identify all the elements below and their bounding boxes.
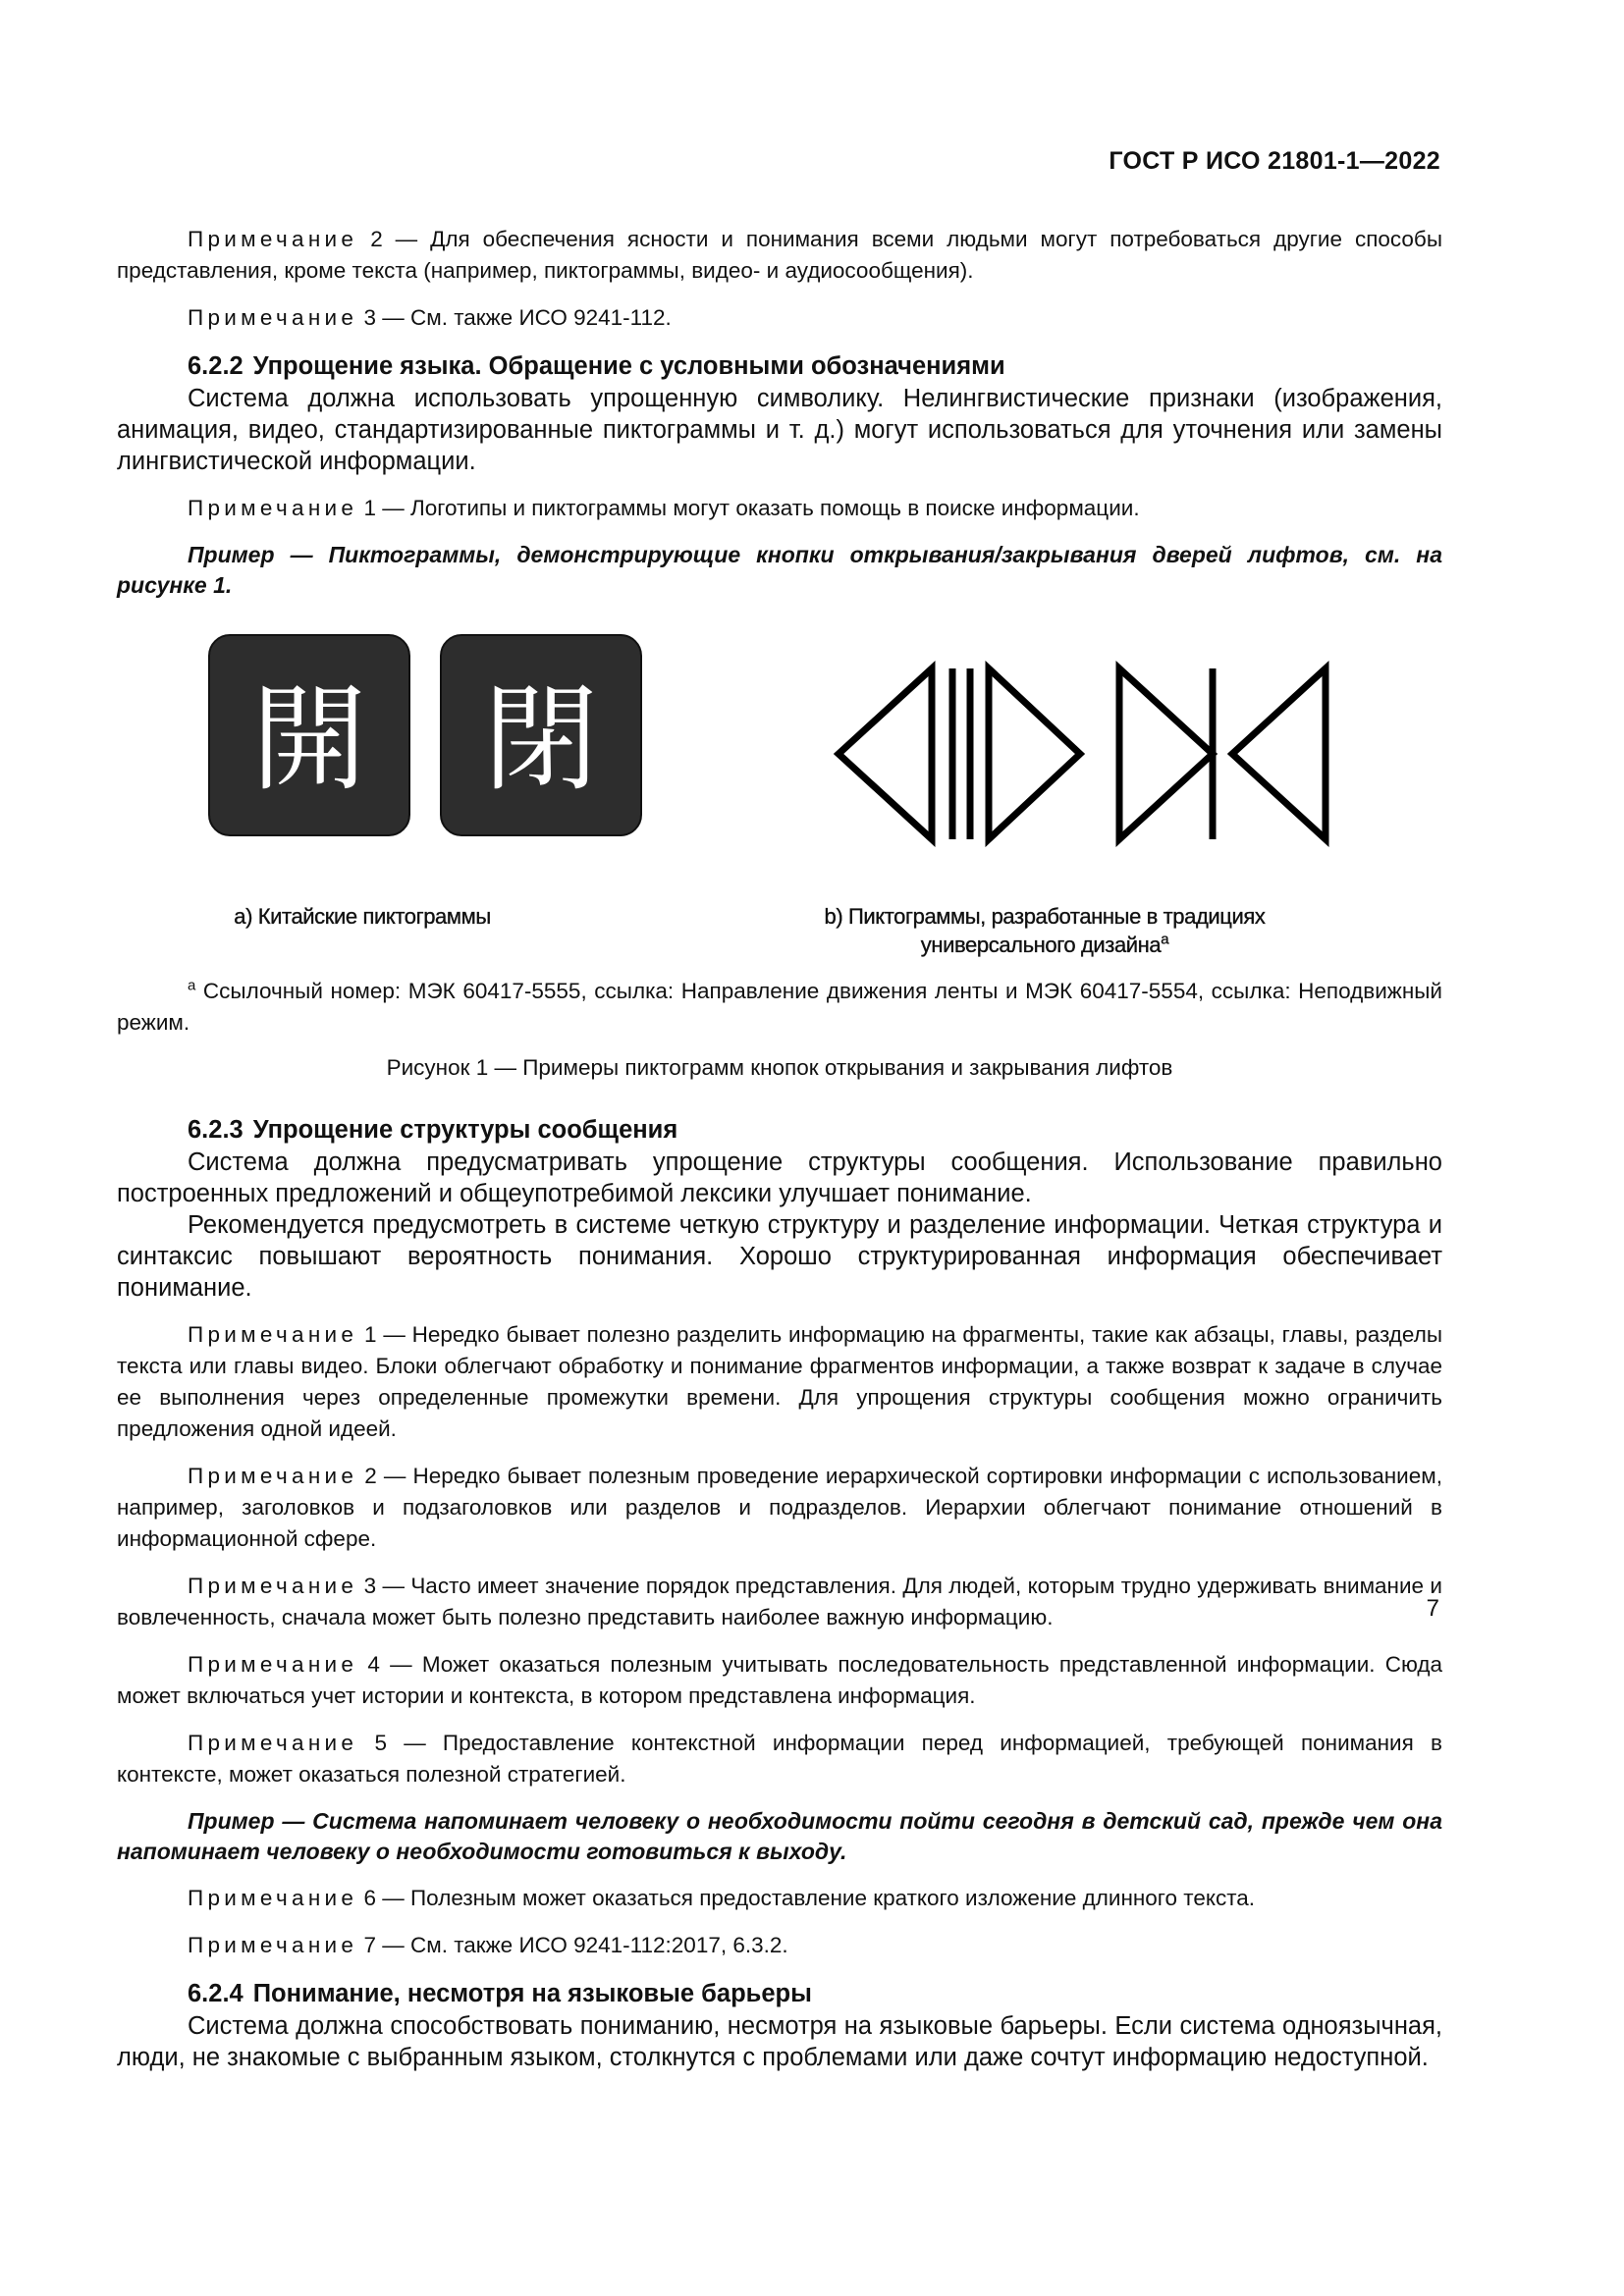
note-text: 4 — Может оказаться полезным учитывать последовательность представленной информации. Сюда может включаться учет истории и контекста, в котором представлена информация. — [117, 1652, 1442, 1708]
section-number: 6.2.4 — [188, 1980, 244, 2007]
figure-1 — [117, 616, 1442, 957]
body-paragraph: Система должна предусматривать упрощение структуры сообщения. Использование правильно построенных предложений и общеупотребимой лексики улучшает понимание. — [117, 1148, 1442, 1207]
body-paragraph: Рекомендуется предусмотреть в системе четкую структуру и разделение информации. Четкая структура и синтаксис повышают вероятность понимания. Хорошо структурированная информация обеспечивает понимание. — [117, 1211, 1442, 1302]
note-paragraph — [117, 1728, 1442, 1790]
note-paragraph — [117, 224, 1442, 287]
note-text: 1 — Нередко бывает полезно разделить информацию на фрагменты, такие как абзацы, главы, разделы текста или главы видео. Блоки облегчают обработку и понимание фрагментов информации, а также возврат к задаче в случае ее выполнения через определенные промежутки времени. Для упрощения структуры сообщения можно ограничить предложения одной идеей. — [117, 1322, 1442, 1441]
note-text: 6 — Полезным может оказаться предоставление краткого изложение длинного текста. — [357, 1886, 1256, 1910]
section-title: Упрощение языка. Обращение с условными обозначениями — [252, 352, 1005, 380]
close-door-glyph-icon — [477, 671, 605, 799]
figure-title: Рисунок 1 — Примеры пиктограмм кнопок открывания и закрывания лифтов — [386, 1055, 1173, 1080]
note-label: Примечание — [188, 1574, 358, 1598]
open-door-glyph-icon — [245, 671, 373, 799]
note-text: 2 — Для обеспечения ясности и понимания всеми людьми могут потребоваться другие способы представления, кроме текста (например, пиктограммы, видео- и аудиосообщения). — [117, 227, 1442, 283]
section-heading-6-2-3 — [117, 1113, 1442, 1147]
body-paragraph: Система должна способствовать пониманию, несмотря на языковые барьеры. Если система одноязычная, люди, не знакомые с выбранным языком, столкнутся с проблемами или даже сочтут информацию недоступной. — [117, 2012, 1442, 2071]
caption-chinese-pictograms: a) Китайские пиктограммы — [234, 904, 491, 929]
note-paragraph — [117, 1930, 1442, 1961]
footnote-mark: a — [188, 977, 196, 994]
close-right-triangle-icon — [1232, 668, 1326, 839]
section-heading-6-2-4 — [117, 1977, 1442, 2010]
open-door-pictogram — [208, 634, 410, 836]
close-left-triangle-icon — [1119, 668, 1213, 839]
section-number: 6.2.2 — [188, 352, 244, 380]
note-paragraph — [117, 1461, 1442, 1555]
section-title: Понимание, несмотря на языковые барьеры — [252, 1980, 812, 2007]
note-paragraph — [117, 1649, 1442, 1712]
section-heading-6-2-2 — [117, 349, 1442, 383]
note-text: 2 — Нередко бывает полезным проведение иерархической сортировки информации с использованием, например, заголовков и подзаголовков или разделов и подразделов. Иерархии облегчают понимание отношений в информационной сфере. — [117, 1464, 1442, 1551]
note-paragraph — [117, 493, 1442, 524]
open-right-triangle-icon — [989, 668, 1080, 839]
body-paragraph: Система должна использовать упрощенную символику. Нелингвистические признаки (изображения, анимация, видео, стандартизированные пиктограммы и т. д.) могут использоваться для уточнения или замены лингвистической информации. — [117, 385, 1442, 475]
footnote-reference: a — [1161, 931, 1169, 948]
glyph-open: 開 — [250, 671, 368, 799]
section-title: Упрощение структуры сообщения — [252, 1116, 678, 1144]
example-paragraph: Пример — Пиктограммы, демонстрирующие кнопки открывания/закрывания дверей лифтов, см. на рисунке 1. — [117, 542, 1442, 598]
page-content — [117, 224, 1442, 2073]
example-paragraph: Пример — Система напоминает человеку о необходимости пойти сегодня в детский сад, прежде чем она напоминает человеку о необходимости готовиться к выходу. — [117, 1808, 1442, 1864]
note-label: Примечание — [188, 1464, 358, 1488]
note-text: 3 — См. также ИСО 9241-112. — [357, 305, 672, 330]
note-label: Примечание — [188, 1933, 358, 1957]
caption-universal-pictograms — [745, 902, 1344, 959]
section-number: 6.2.3 — [188, 1116, 244, 1144]
note-label: Примечание — [188, 1731, 358, 1755]
note-paragraph — [117, 1319, 1442, 1445]
glyph-close: 閉 — [482, 671, 600, 799]
note-text: 1 — Логотипы и пиктограммы могут оказать помощь в поиске информации. — [357, 496, 1140, 520]
note-text: 7 — См. также ИСО 9241-112:2017, 6.3.2. — [357, 1933, 788, 1957]
footnote-text: Ссылочный номер: МЭК 60417-5555, ссылка: Направление движения ленты и МЭК 60417-5554, ссылка: Неподвижный режим. — [117, 979, 1442, 1035]
note-label: Примечание — [188, 227, 358, 251]
figure-footnote — [117, 976, 1442, 1039]
note-label: Примечание — [188, 1652, 358, 1677]
note-label: Примечание — [188, 1886, 358, 1910]
note-text: 5 — Предоставление контекстной информации перед информацией, требующей понимания в контексте, может оказаться полезной стратегией. — [117, 1731, 1442, 1787]
open-left-triangle-icon — [839, 668, 932, 839]
note-paragraph — [117, 1883, 1442, 1914]
note-paragraph — [117, 1571, 1442, 1633]
note-label: Примечание — [188, 1322, 358, 1347]
note-text: 3 — Часто имеет значение порядок представления. Для людей, которым трудно удерживать внимание и вовлеченность, сначала может быть полезно представить наиболее важную информацию. — [117, 1574, 1442, 1629]
close-door-pictogram — [440, 634, 642, 836]
note-label: Примечание — [188, 496, 358, 520]
note-paragraph — [117, 302, 1442, 334]
universal-design-pictograms — [829, 661, 1339, 847]
note-label: Примечание — [188, 305, 358, 330]
document-header: ГОСТ Р ИСО 21801-1—2022 — [1109, 147, 1440, 175]
page-number: 7 — [1426, 1595, 1439, 1622]
caption-b-text: b) Пиктограммы, разработанные в традициях универсального дизайна — [824, 904, 1266, 957]
